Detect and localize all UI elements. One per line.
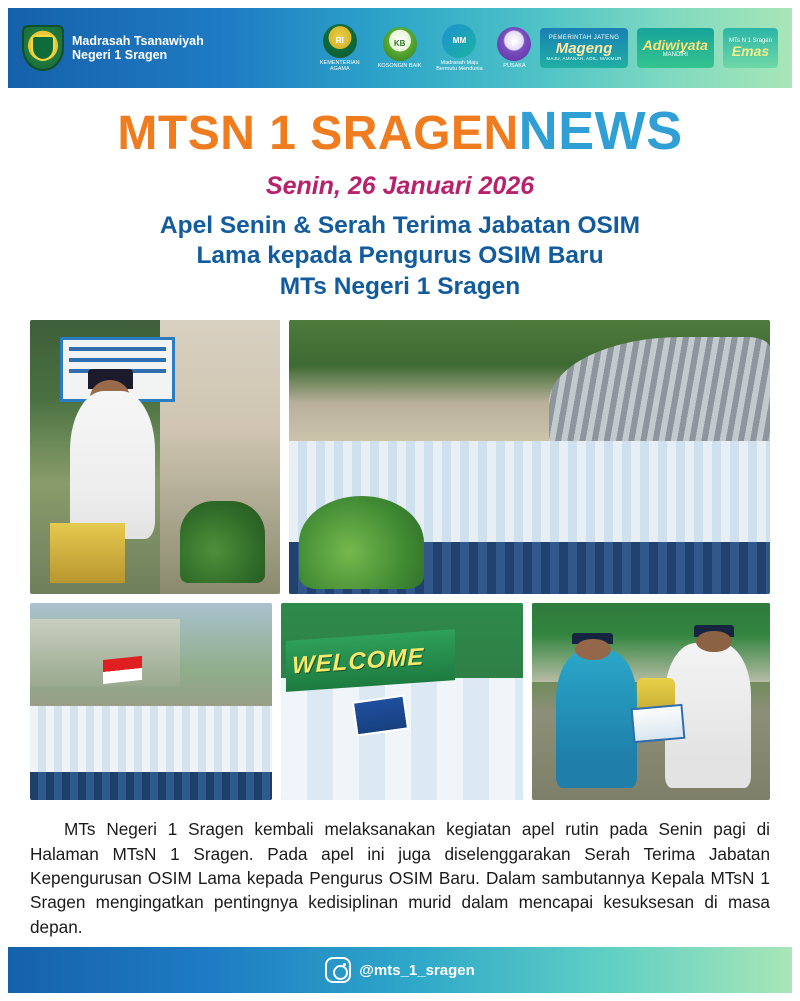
page-title <box>18 101 782 161</box>
photo-welcome-banner: WELCOME <box>281 603 523 800</box>
footer-band <box>8 947 792 993</box>
pusaka-logo-icon: P <box>497 27 531 61</box>
photo-flag-ceremony <box>30 603 272 800</box>
photo-handover <box>532 603 770 800</box>
emas-line2: Emas <box>731 42 770 59</box>
school-name-line2: Negeri 1 Sragen <box>72 48 168 62</box>
madrasah-maju-logo <box>430 21 488 75</box>
headline-line-1: Apel Senin & Serah Terima Jabatan OSIM <box>159 212 641 239</box>
page-title-primary: MTSN 1 SRAGEN <box>117 107 519 160</box>
photo-row-top <box>30 320 770 594</box>
photo-students-assembly <box>289 320 770 594</box>
school-brand <box>22 25 237 71</box>
photo-collage <box>8 306 792 800</box>
kosong-baik-logo-caption: KOSONGIN BAIK <box>377 62 422 69</box>
pusaka-logo <box>497 21 531 75</box>
pusaka-logo-caption: PUSAKA <box>503 62 526 69</box>
adiwiyata-line1: Adiwiyata <box>642 36 708 53</box>
headline <box>18 211 782 302</box>
headline-line-3: MTs Negeri 1 Sragen <box>279 272 521 300</box>
instagram-icon[interactable] <box>325 957 351 983</box>
kosong-baik-logo-icon: KB <box>383 27 417 61</box>
adiwiyata-line2: MANDIRI <box>662 52 688 59</box>
photo-row-bottom <box>30 603 770 800</box>
headline-line-2: Lama kepada Pengurus OSIM Baru <box>196 242 604 270</box>
jateng-line1: PEMERINTAH JATENG <box>548 34 620 41</box>
kemenag-logo-caption: KEMENTERIAN AGAMA <box>319 59 360 72</box>
adiwiyata-logo <box>637 28 714 68</box>
madrasah-logo-icon <box>22 25 64 71</box>
jateng-mageng-logo <box>540 28 627 68</box>
emas-line1: MTs N 1 Sragen <box>728 37 772 44</box>
header-band <box>8 8 792 88</box>
publication-date: Senin, 26 Januari 2026 <box>265 172 535 200</box>
partner-logo-strip <box>247 21 778 75</box>
article-body <box>8 809 792 943</box>
instagram-handle[interactable]: @mts_1_sragen <box>359 961 475 979</box>
madrasah-maju-logo-icon: MM <box>442 24 476 58</box>
emas-logo <box>723 28 778 68</box>
kemenag-logo-icon: RI <box>323 24 357 58</box>
kosong-baik-logo <box>378 21 422 75</box>
page-title-secondary: NEWS <box>518 101 683 161</box>
school-name <box>72 34 204 63</box>
school-name-line1: Madrasah Tsanawiyah <box>72 33 204 48</box>
madrasah-maju-logo-caption: Madrasah Maju Bermutu Mendunia <box>436 59 483 72</box>
title-area <box>8 88 792 306</box>
article-paragraph: MTs Negeri 1 Sragen kembali melaksanakan kegiatan apel rutin pada Senin pagi di Halaman MTsN 1 Sragen. Pada apel ini juga diselenggarakan Serah Terima Jabatan Kepengurusan OSIM Lama kepada Pengurus OSIM Baru. Dalam sambutannya Kepala MTsN 1 Sragen mengingatkan pentingnya kedisiplinan murid dalam mencapai kesuksesan di masa depan. <box>30 819 770 937</box>
jateng-line3: MAJU, AMANAH, ADIL, MAKMUR <box>546 55 622 61</box>
jateng-line2: Mageng <box>555 39 613 57</box>
kemenag-logo <box>311 21 369 75</box>
photo-principal-podium <box>30 320 280 594</box>
